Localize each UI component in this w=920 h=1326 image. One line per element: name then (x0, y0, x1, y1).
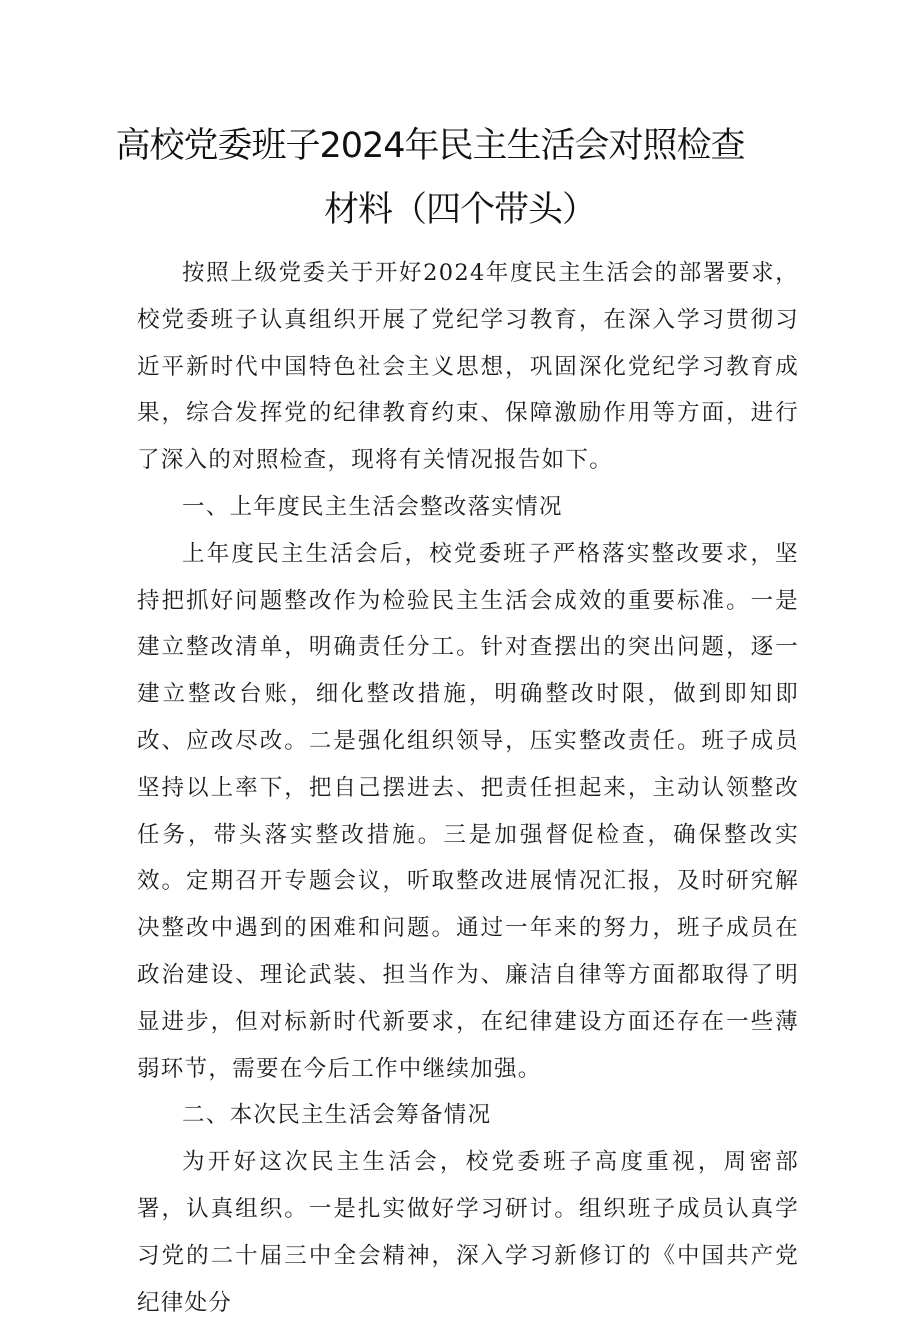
intro-paragraph: 按照上级党委关于开好2024年度民主生活会的部署要求，校党委班子认真组织开展了党纪学习教育，在深入学习贯彻习近平新时代中国特色社会主义思想，巩固深化党纪学习教育成果，综合发挥党的纪律教育约束、保障激励作用等方面，进行了深入的对照检查，现将有关情况报告如下。 (137, 260, 799, 474)
section-2-paragraph: 为开好这次民主生活会，校党委班子高度重视，周密部署，认真组织。一是扎实做好学习研讨。组织班子成员认真学习党的二十届三中全会精神，深入学习新修订的《中国共产党纪律处分 (137, 1149, 799, 1316)
section-2-heading: 二、本次民主生活会筹备情况 (182, 1102, 492, 1129)
document-title-line-2: 材料（四个带头） (323, 190, 596, 230)
section-1-heading: 一、上年度民主生活会整改落实情况 (182, 493, 563, 520)
document-title-line-1: 高校党委班子2024年民主生活会对照检查 (115, 126, 745, 166)
section-1-paragraph: 上年度民主生活会后，校党委班子严格落实整改要求，坚持把抓好问题整改作为检验民主生活会成效的重要标准。一是建立整改清单，明确责任分工。针对查摆出的突出问题，逐一建立整改台账，细化整改措施，明确整改时限，做到即知即改、应改尽改。二是强化组织领导，压实整改责任。班子成员坚持以上率下，把自己摆进去、把责任担起来，主动认领整改任务，带头落实整改措施。三是加强督促检查，确保整改实效。定期召开专题会议，听取整改进展情况汇报，及时研究解决整改中遇到的困难和问题。通过一年来的努力，班子成员在政治建设、理论武装、担当作为、廉洁自律等方面都取得了明显进步，但对标新时代新要求，在纪律建设方面还存在一些薄弱环节，需要在今后工作中继续加强。 (137, 540, 799, 1082)
document-body (137, 250, 799, 1326)
